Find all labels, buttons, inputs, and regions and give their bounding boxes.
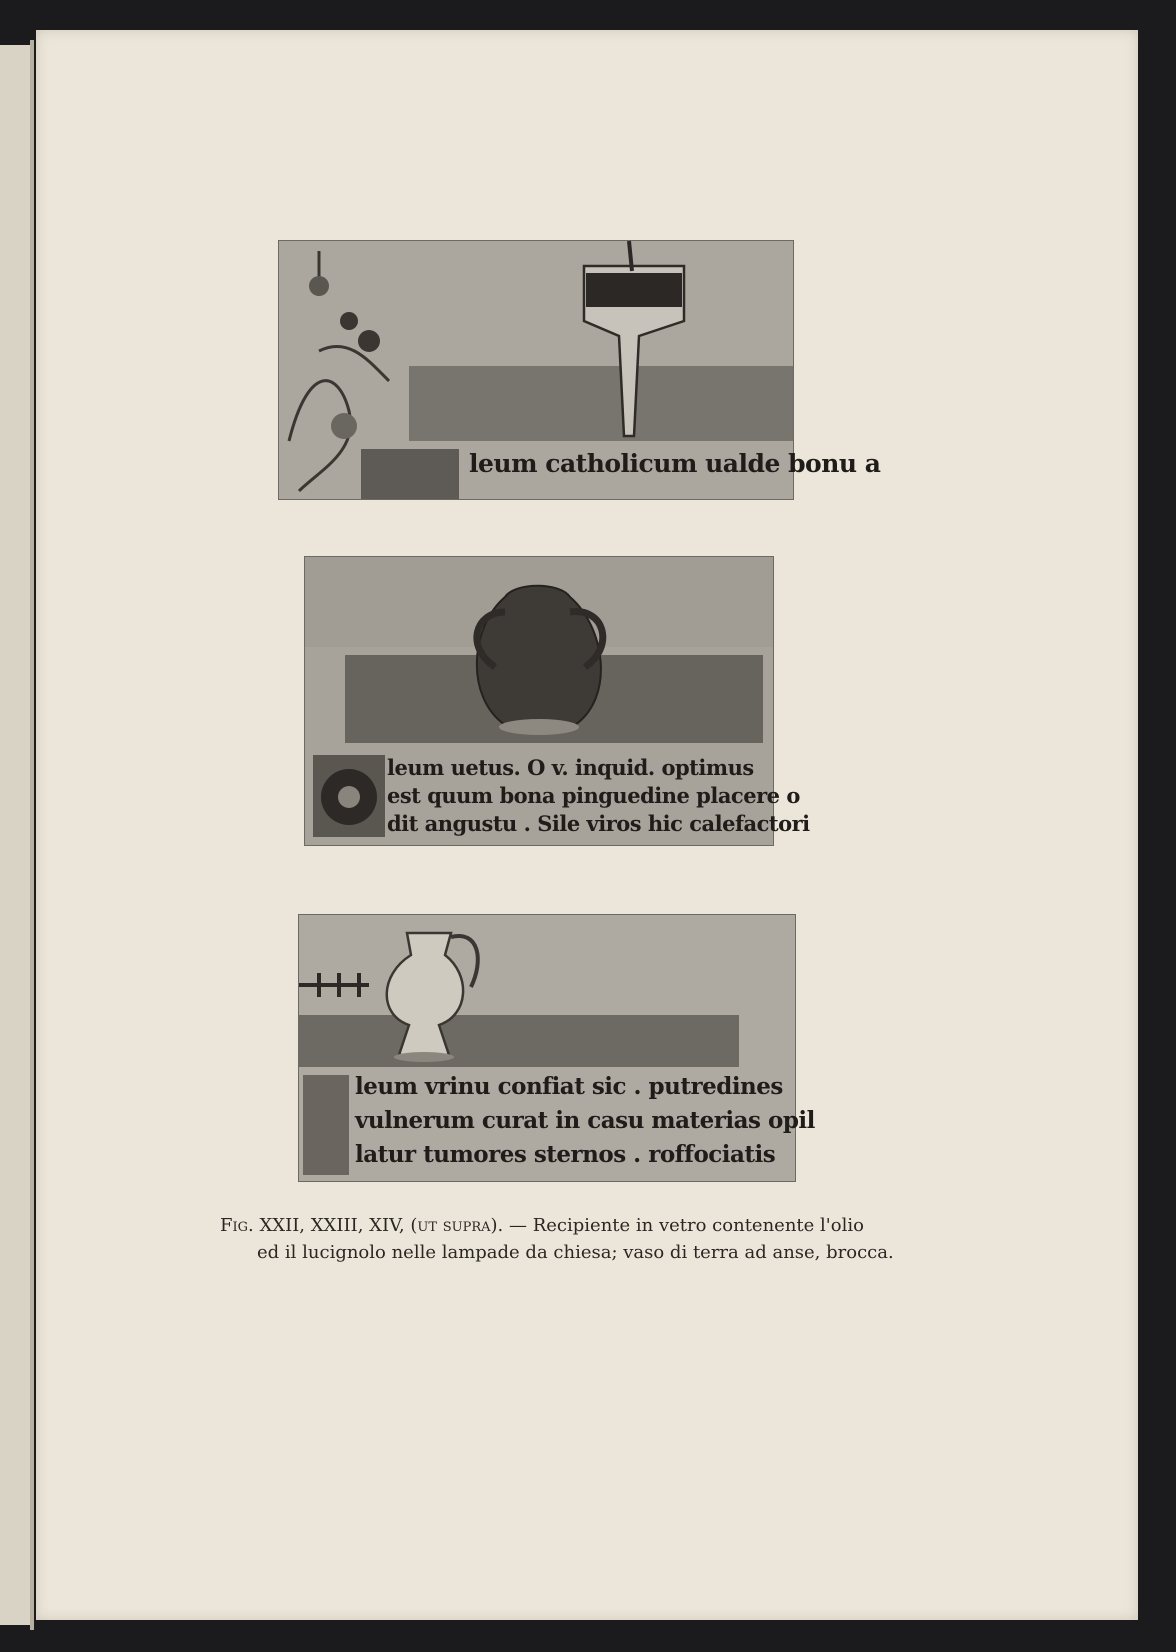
manuscript-line: leum uetus. O v. inquid. optimus [387,755,754,780]
plate-figure-xiv [298,914,815,1182]
manuscript-line: leum catholicum ualde bonu a [469,449,881,478]
figure-caption [220,1212,920,1266]
manuscript-line: leum vrinu confiat sic . putredines [355,1073,783,1100]
caption-figure-label: Fig. XXII, XXIII, XIV, (ut supra). — [220,1215,533,1236]
manuscript-line: vulnerum curat in casu materias opil [355,1107,815,1134]
book-spine [30,40,34,1630]
facing-page-edge [0,45,30,1625]
plate-figure-xxii [278,240,881,500]
book-page [36,30,1138,1620]
plate-figure-xxiii [304,556,810,846]
manuscript-line: latur tumores sternos . roffociatis [355,1141,776,1168]
manuscript-line: dit angustu . Sile viros hic calefactori [387,811,810,836]
caption-line-1: Recipiente in vetro contenente l'olio [532,1215,864,1236]
caption-line-2: ed il lucignolo nelle lampade da chiesa; vaso di terra ad anse, brocca. [257,1242,894,1263]
manuscript-line: est quum bona pinguedine placere o [387,783,800,808]
